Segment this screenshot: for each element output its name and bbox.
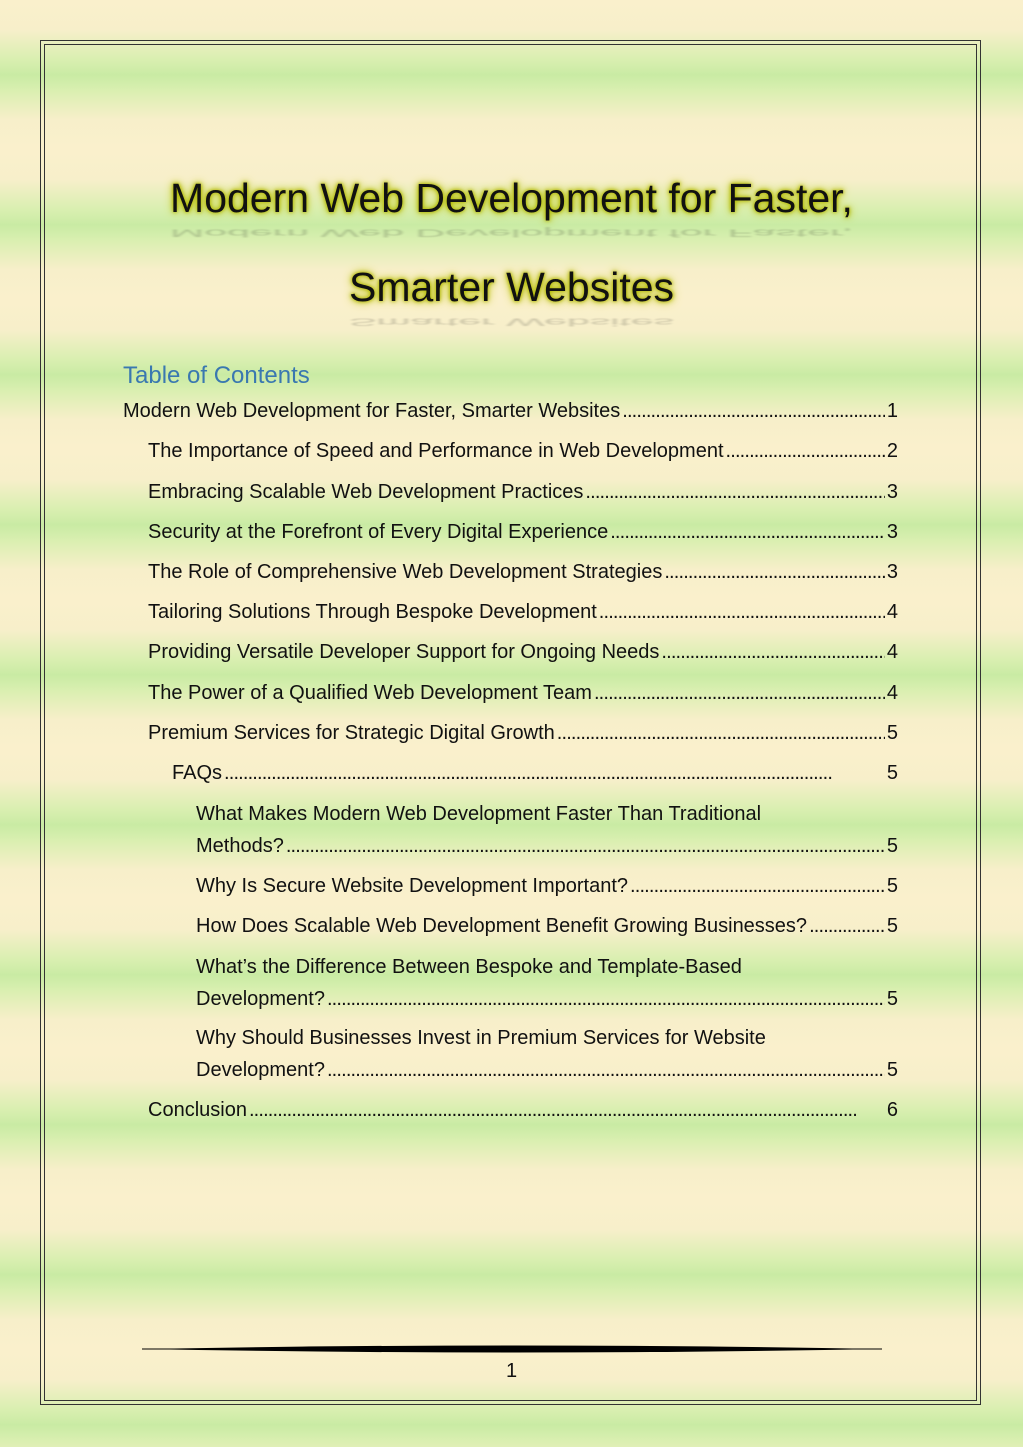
toc-leader-dots (585, 476, 884, 508)
toc-entry[interactable] (148, 717, 898, 749)
toc-entry-label: Conclusion (148, 1099, 247, 1121)
toc-leader-dots (249, 1094, 885, 1126)
toc-entry-page: 5 (886, 835, 898, 857)
toc-entry-label: Security at the Forefront of Every Digital Experience (148, 521, 609, 543)
toc-entry[interactable] (148, 596, 898, 628)
toc-entry-label: Modern Web Development for Faster, Smarter Websites (123, 400, 621, 422)
toc-entry-label: The Importance of Speed and Performance in Web Development (148, 440, 724, 462)
toc-entry-label: Why Should Businesses Invest in Premium Services for Website (196, 1027, 766, 1049)
toc-entry-label-continued: Development? (196, 1059, 325, 1081)
toc-entry-label-continued: Methods? (196, 835, 284, 857)
toc-entry-page: 4 (886, 641, 898, 663)
toc-entry-label: Tailoring Solutions Through Bespoke Development (148, 601, 597, 623)
document-title-line-1: Modern Web Development for Faster, (170, 175, 853, 221)
toc-entry-page: 3 (886, 481, 898, 503)
toc-entry[interactable] (148, 476, 898, 508)
toc-entry-label: Why Is Secure Website Development Important? (196, 875, 629, 897)
toc-entry-page: 5 (886, 915, 898, 937)
toc-entry[interactable] (123, 395, 898, 427)
toc-leader-dots (327, 1054, 885, 1086)
document-title-reflection-2: Smarter Websites (348, 316, 675, 329)
toc-entry-page: 1 (886, 400, 898, 422)
toc-entry-page: 5 (886, 722, 898, 744)
toc-leader-dots (594, 677, 885, 709)
toc-entry[interactable] (148, 516, 898, 548)
toc-entry[interactable] (172, 757, 898, 789)
toc-leader-dots (557, 717, 885, 749)
toc-leader-dots (809, 910, 885, 942)
toc-entry-page: 3 (886, 521, 898, 543)
toc-leader-dots (224, 757, 885, 789)
toc-entry-label-continued: Development? (196, 988, 325, 1010)
toc-entry-label: Providing Versatile Developer Support for Ongoing Needs (148, 641, 660, 663)
toc-entry-page: 2 (886, 440, 898, 462)
toc-leader-dots (630, 870, 885, 902)
page-number: 1 (505, 1360, 518, 1382)
toc-leader-dots (327, 983, 885, 1015)
toc-entry-page: 5 (886, 988, 898, 1010)
toc-entry-label: How Does Scalable Web Development Benefit Growing Businesses? (196, 915, 808, 937)
toc-leader-dots (726, 435, 885, 467)
toc-entry-label: FAQs (172, 762, 223, 784)
toc-entry[interactable] (196, 1022, 898, 1086)
toc-leader-dots (610, 516, 885, 548)
toc-entry[interactable] (148, 435, 898, 467)
document-title-reflection-1: Modern Web Development for Faster, (170, 227, 853, 240)
toc-entry-page: 4 (886, 601, 898, 623)
toc-entry-page: 4 (886, 682, 898, 704)
toc-entry-page: 3 (886, 561, 898, 583)
footer-divider (142, 1340, 882, 1358)
toc-leader-dots (622, 395, 885, 427)
toc-entry[interactable] (196, 951, 898, 1015)
toc-entry-page: 5 (886, 1059, 898, 1081)
toc-heading: Table of Contents (123, 362, 310, 389)
toc-entry-label: The Role of Comprehensive Web Development Strategies (148, 561, 663, 583)
toc-entry[interactable] (196, 870, 898, 902)
toc-entry-label: Premium Services for Strategic Digital Growth (148, 722, 555, 744)
toc-entry[interactable] (196, 910, 898, 942)
toc-entry-page: 6 (886, 1099, 898, 1121)
toc-entry-label: The Power of a Qualified Web Development Team (148, 682, 592, 704)
toc-entry[interactable] (148, 556, 898, 588)
toc-leader-dots (664, 556, 885, 588)
toc-entry-page: 5 (886, 762, 898, 784)
toc-entry-label: What Makes Modern Web Development Faster Than Traditional (196, 803, 762, 825)
toc-entry-label: Embracing Scalable Web Development Practices (148, 481, 584, 503)
toc-leader-dots (286, 830, 885, 862)
document-title-line-2: Smarter Websites (348, 264, 675, 310)
toc-entry[interactable] (148, 677, 898, 709)
toc-leader-dots (599, 596, 885, 628)
toc-entry-page: 5 (886, 875, 898, 897)
toc-entry[interactable] (196, 798, 898, 862)
toc-leader-dots (661, 636, 884, 668)
toc-entry-label: What’s the Difference Between Bespoke and Template-Based (196, 956, 742, 978)
toc-entry[interactable] (148, 1094, 898, 1126)
toc-entry[interactable] (148, 636, 898, 668)
